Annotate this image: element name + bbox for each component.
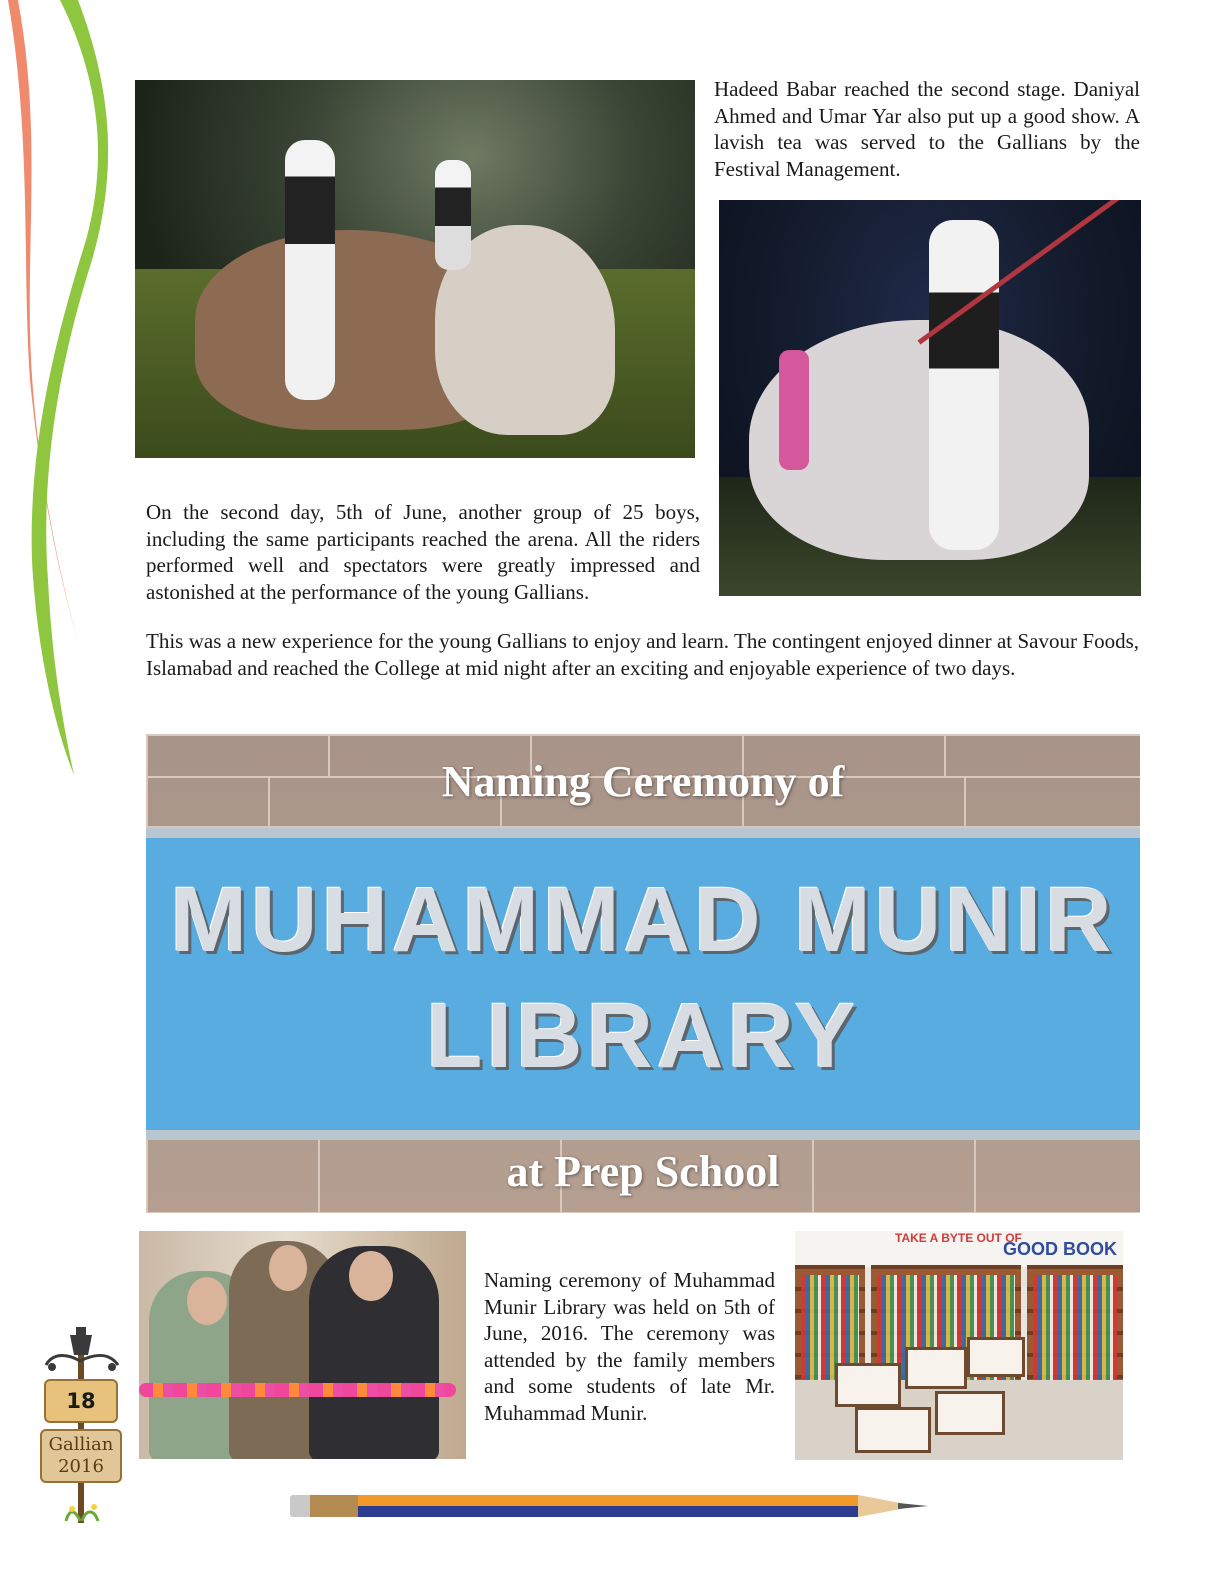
paragraph-second-day: On the second day, 5th of June, another group of 25 boys, including the same participants reached the arena. All the riders performed well and spectators were greatly impressed and astonished at the performance of the young Gallians. (146, 500, 700, 604)
magazine-name-board (40, 1429, 122, 1483)
page-number-board (44, 1379, 118, 1423)
ribbon-cutting-photo (139, 1231, 466, 1459)
banner-title-bottom: at Prep School (506, 1147, 780, 1196)
banner-title-top: Naming Ceremony of (441, 757, 845, 806)
paragraph-new-experience: This was a new experience for the young Gallians to enjoy and learn. The contingent enjoyed dinner at Savour Foods, Islamabad and reached the College at mid night after an exciting and enjoyable experience of two days. (146, 629, 1139, 680)
lamp-icon (40, 1325, 124, 1525)
magazine-name: Gallian (48, 1434, 114, 1455)
horse-riders-photo (135, 80, 695, 458)
pencil-icon (288, 1490, 932, 1524)
signpost (40, 1325, 124, 1525)
library-sign-banner (146, 734, 1140, 1213)
decorative-swoosh (0, 0, 130, 790)
paragraph-hadeed: Hadeed Babar reached the second stage. Daniyal Ahmed and Umar Yar also put up a good show. A lavish tea was served to the Gallians by the Festival Management. (714, 77, 1140, 181)
library-plaque (146, 828, 1140, 1140)
paragraph-naming-ceremony: Naming ceremony of Muhammad Munir Library was held on 5th of June, 2016. The ceremony was attended by the family members and some students of late Mr. Muhammad Munir. (484, 1268, 775, 1425)
sign-line-2: LIBRARY (426, 985, 860, 1087)
rider-with-lance-photo (719, 200, 1141, 596)
sign-line-1: MUHAMMAD MUNIR (170, 869, 1116, 971)
library-banner-left: TAKE A BYTE OUT OF (895, 1231, 1022, 1245)
library-interior-photo (795, 1231, 1123, 1460)
magazine-year: 2016 (58, 1456, 104, 1477)
library-banner-right: GOOD BOOK (1003, 1239, 1118, 1259)
page-number: 18 (66, 1389, 96, 1413)
